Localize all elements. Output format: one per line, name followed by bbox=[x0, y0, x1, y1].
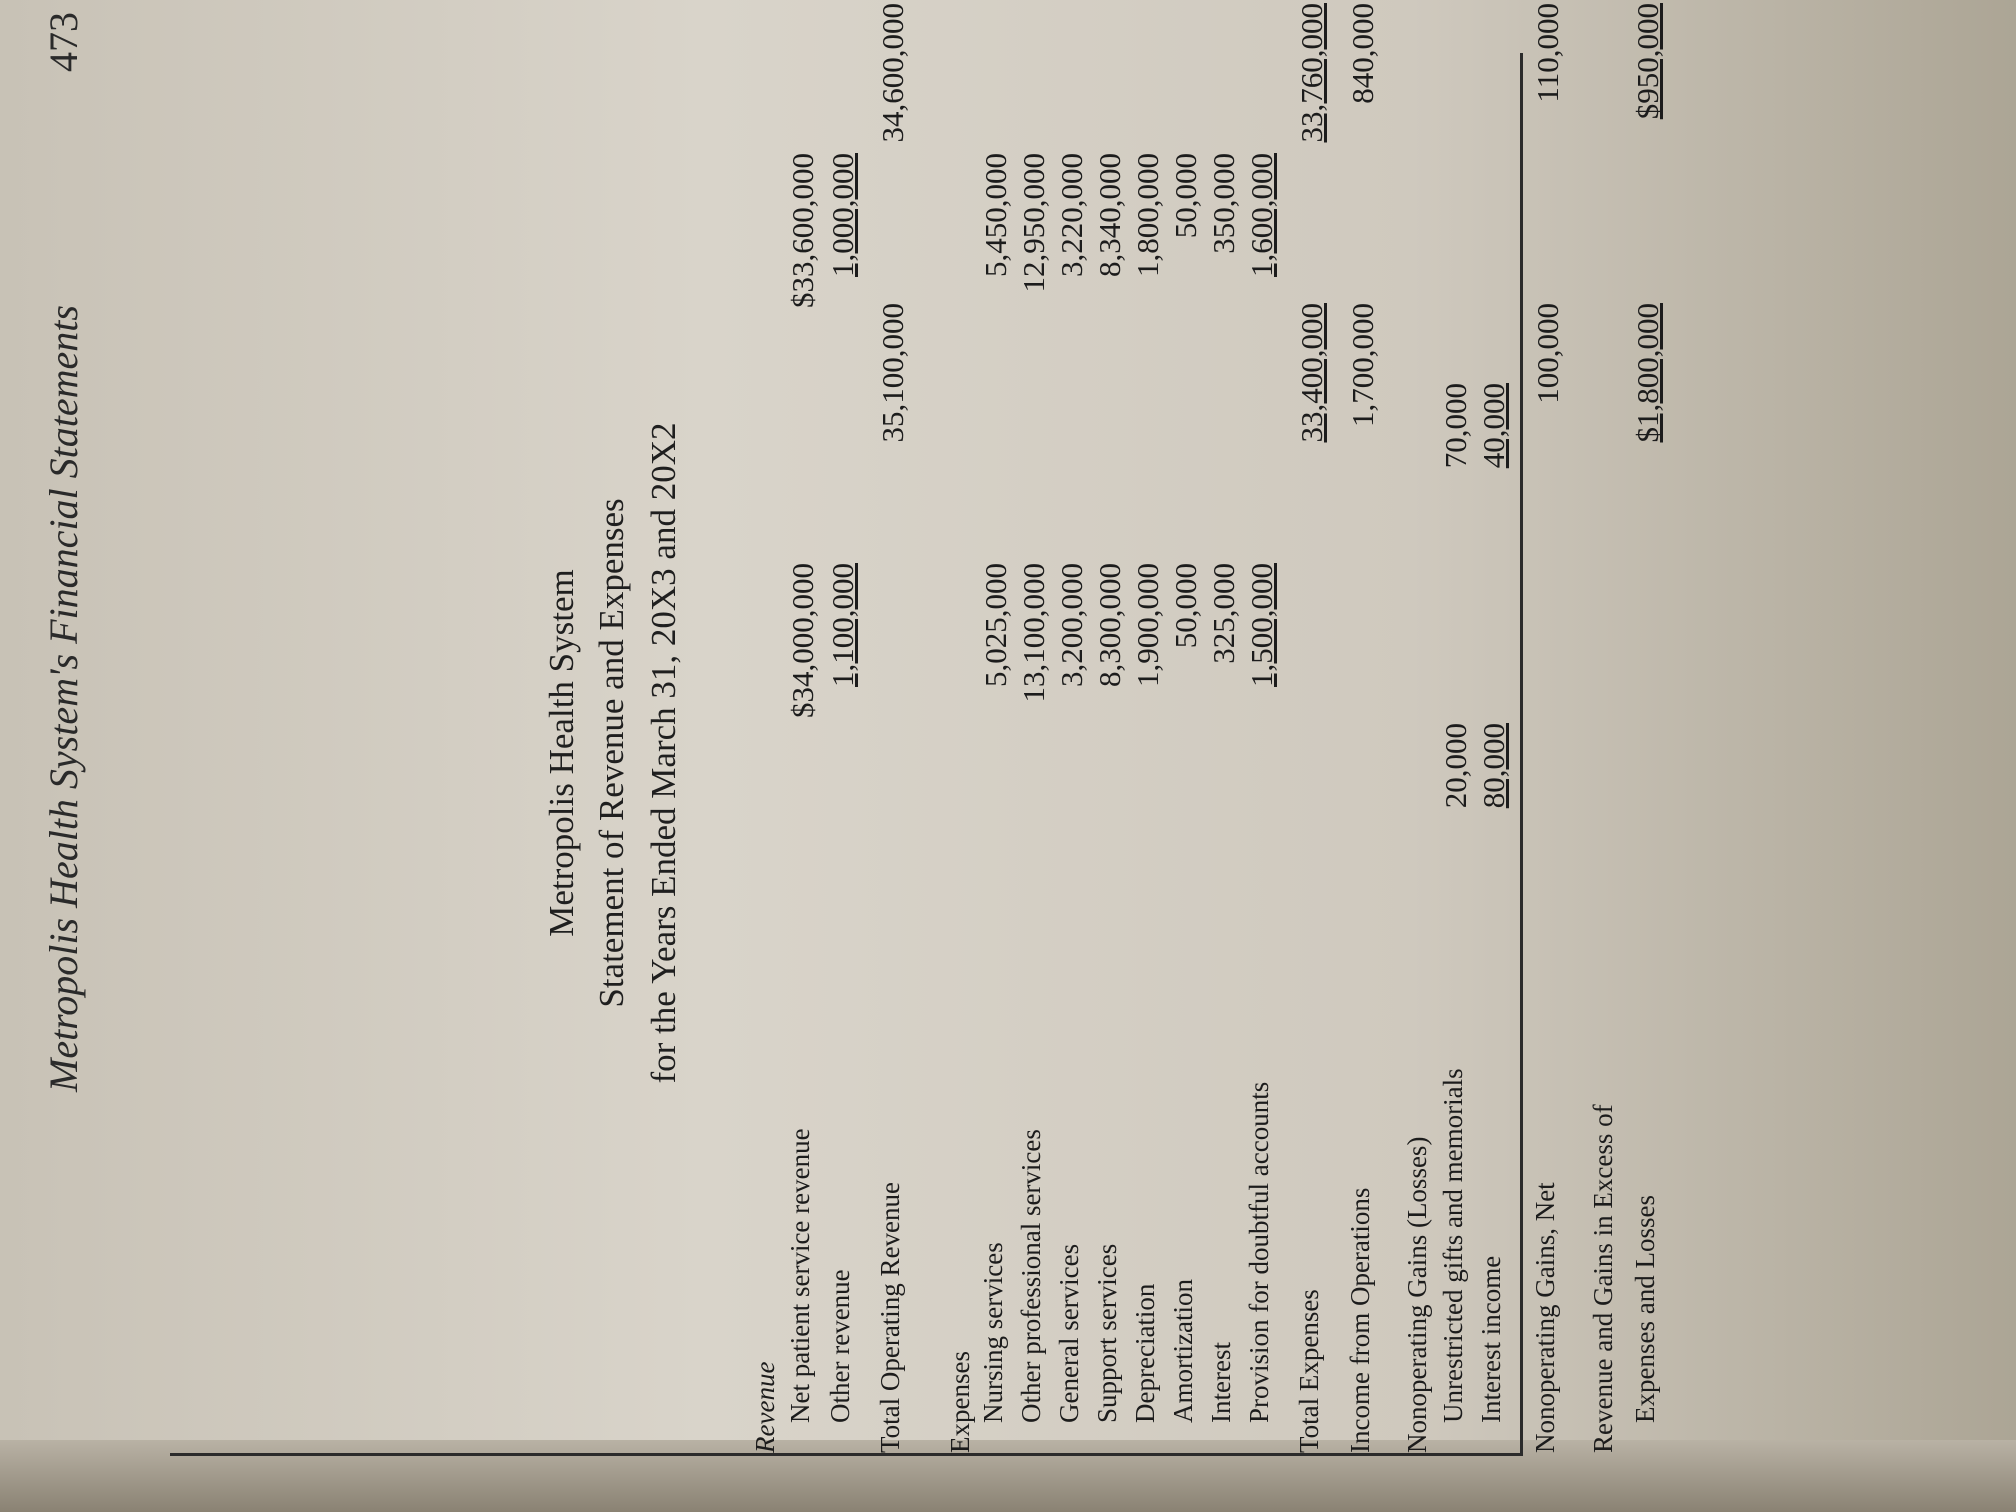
expense-20x2: 50,000 bbox=[1168, 153, 1203, 239]
running-head bbox=[40, 12, 87, 1092]
expense-label: Amortization bbox=[1168, 1279, 1198, 1423]
nonoperating-net-row bbox=[1530, 3, 1572, 1453]
expense-label: Provision for doubtful accounts bbox=[1244, 1081, 1274, 1423]
net-patient-revenue-row bbox=[785, 53, 827, 1453]
expense-20x2: 1,600,000 bbox=[1244, 153, 1279, 277]
expense-row bbox=[1168, 53, 1210, 1453]
unrestricted-gifts-label: Unrestricted gifts and memorials bbox=[1438, 1068, 1468, 1423]
expense-label: Depreciation bbox=[1130, 1283, 1160, 1423]
other-revenue-label: Other revenue bbox=[825, 1269, 855, 1423]
expense-20x3: 5,025,000 bbox=[978, 563, 1013, 687]
income-from-operations-20x3: 1,700,000 bbox=[1345, 303, 1380, 427]
expense-row bbox=[1092, 53, 1134, 1453]
nonoperating-net-20x3: 100,000 bbox=[1530, 303, 1565, 404]
net-patient-revenue-20x2: $33,600,000 bbox=[785, 153, 820, 308]
expense-label: Nursing services bbox=[978, 1242, 1008, 1423]
excess-20x3: $1,800,000 bbox=[1630, 303, 1665, 443]
expense-label: Support services bbox=[1092, 1243, 1122, 1423]
total-operating-revenue-label: Total Operating Revenue bbox=[875, 1181, 905, 1453]
page-number: 473 bbox=[41, 12, 86, 72]
income-from-operations-label: Income from Operations bbox=[1345, 1187, 1375, 1453]
excess-row bbox=[1630, 3, 1672, 1453]
total-operating-revenue-20x3: 35,100,000 bbox=[875, 303, 910, 443]
total-expenses-row bbox=[1294, 3, 1336, 1453]
total-expenses-label: Total Expenses bbox=[1294, 1289, 1324, 1453]
statement-name: Statement of Revenue and Expenses bbox=[592, 498, 631, 1008]
expense-label: General services bbox=[1054, 1243, 1084, 1423]
expense-20x2: 350,000 bbox=[1206, 153, 1241, 254]
expense-20x3: 325,000 bbox=[1206, 563, 1241, 664]
expense-20x2: 8,340,000 bbox=[1092, 153, 1127, 277]
unrestricted-gifts-20x3: 20,000 bbox=[1438, 723, 1473, 809]
unrestricted-gifts-row bbox=[1438, 53, 1480, 1453]
nonoperating-net-label: Nonoperating Gains, Net bbox=[1530, 1182, 1560, 1453]
statement-period: for the Years Ended March 31, 20X3 and 20X2 bbox=[644, 422, 683, 1084]
expense-20x3: 8,300,000 bbox=[1092, 563, 1127, 687]
expense-20x3: 1,900,000 bbox=[1130, 563, 1165, 687]
interest-income-20x2: 40,000 bbox=[1476, 383, 1511, 469]
excess-label-line1: Revenue and Gains in Excess of bbox=[1588, 1104, 1618, 1453]
unrestricted-gifts-20x2: 70,000 bbox=[1438, 383, 1473, 469]
income-from-operations-row bbox=[1345, 3, 1387, 1453]
expense-row bbox=[1130, 53, 1172, 1453]
statement-box bbox=[170, 3, 1665, 1456]
total-expenses-20x2: 33,760,000 bbox=[1294, 3, 1329, 143]
excess-label-row-1 bbox=[1588, 53, 1630, 1453]
total-expenses-20x3: 33,400,000 bbox=[1294, 303, 1329, 443]
expense-20x2: 12,950,000 bbox=[1016, 153, 1051, 293]
interest-income-row bbox=[1476, 53, 1518, 1453]
nonoperating-net-20x2: 110,000 bbox=[1530, 3, 1565, 103]
net-patient-revenue-label: Net patient service revenue bbox=[785, 1128, 815, 1423]
total-operating-revenue-20x2: 34,600,000 bbox=[875, 3, 910, 143]
other-revenue-row bbox=[825, 53, 867, 1453]
interest-income-20x3: 80,000 bbox=[1476, 723, 1511, 809]
expense-row bbox=[1016, 53, 1058, 1453]
expense-row bbox=[978, 53, 1020, 1453]
expense-20x2: 1,800,000 bbox=[1130, 153, 1165, 277]
revenue-heading: Revenue bbox=[750, 1361, 780, 1453]
statement-org: Metropolis Health System bbox=[542, 569, 581, 937]
expense-row bbox=[1206, 53, 1248, 1453]
nonoperating-heading: Nonoperating Gains (Losses) bbox=[1402, 1136, 1432, 1453]
expense-label: Other professional services bbox=[1016, 1129, 1046, 1423]
expense-label: Interest bbox=[1206, 1342, 1236, 1423]
expense-20x3: 1,500,000 bbox=[1244, 563, 1279, 687]
running-title: Metropolis Health System's Financial Statements bbox=[41, 305, 86, 1092]
excess-20x2: $950,000 bbox=[1630, 3, 1665, 120]
income-from-operations-20x2: 840,000 bbox=[1345, 3, 1380, 104]
expense-20x2: 3,220,000 bbox=[1054, 153, 1089, 277]
expense-20x3: 3,200,000 bbox=[1054, 563, 1089, 687]
other-revenue-20x3: 1,100,000 bbox=[825, 563, 860, 687]
net-patient-revenue-20x3: $34,000,000 bbox=[785, 563, 820, 718]
other-revenue-20x2: 1,000,000 bbox=[825, 153, 860, 277]
expense-20x2: 5,450,000 bbox=[978, 153, 1013, 277]
expenses-heading: Expenses bbox=[945, 1351, 975, 1453]
excess-label-line2: Expenses and Losses bbox=[1630, 1195, 1660, 1423]
interest-income-label: Interest income bbox=[1476, 1255, 1506, 1423]
expense-row bbox=[1054, 53, 1096, 1453]
expense-row bbox=[1244, 53, 1286, 1453]
expense-20x3: 50,000 bbox=[1168, 563, 1203, 649]
total-operating-revenue-row bbox=[875, 3, 917, 1453]
expense-20x3: 13,100,000 bbox=[1016, 563, 1051, 703]
